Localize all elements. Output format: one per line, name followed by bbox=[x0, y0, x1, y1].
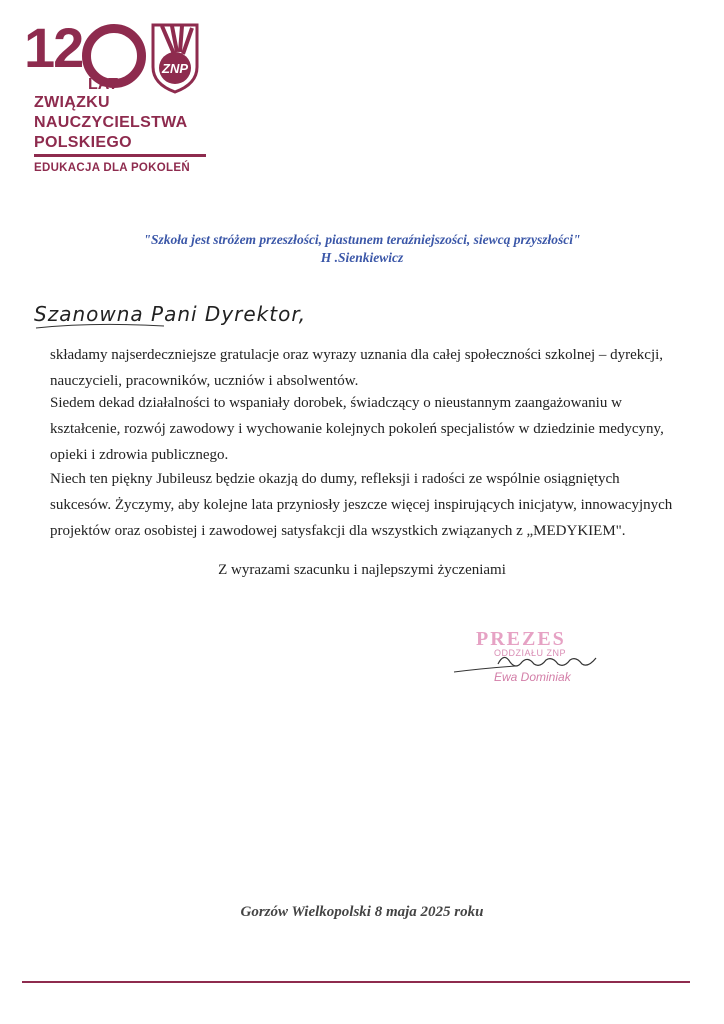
greeting-text: Szanowna Pani Dyrektor, bbox=[34, 302, 307, 326]
logo-line-1: ZWIĄZKU bbox=[34, 94, 110, 111]
stamp bbox=[446, 628, 626, 698]
znp-emblem-icon bbox=[150, 22, 200, 94]
paragraph-line: składamy najserdeczniejsze gratulacje oraz wyrazy uznania dla całej społeczności szkolnej – dyrekcji, bbox=[50, 347, 664, 363]
paragraph-line: opieki i zdrowia publicznego. bbox=[50, 447, 229, 463]
logo-line-2: NAUCZYCIELSTWA bbox=[34, 114, 188, 131]
closing-line: Z wyrazami szacunku i najlepszymi życzeniami bbox=[218, 562, 506, 578]
logo-divider bbox=[34, 154, 206, 157]
quote-author: H .Sienkiewicz bbox=[320, 250, 404, 265]
stamp-title: PREZES bbox=[476, 628, 566, 650]
paragraph-line: projektów oraz osobistej i zawodowej satysfakcji dla wszystkich związanych z „MEDYKIEM". bbox=[50, 523, 626, 539]
handwritten-signature-icon bbox=[446, 628, 626, 698]
paragraph-1 bbox=[50, 342, 680, 394]
logo-years: LAT bbox=[88, 76, 118, 93]
footer-divider bbox=[22, 981, 690, 983]
paragraph-line: sukcesów. Życzymy, aby kolejne lata przyniosły jeszcze więcej inspirujących inicjatyw, innowacyjnych bbox=[50, 497, 673, 513]
paragraph-line: Siedem dekad działalności to wspaniały dorobek, świadczący o nieustannym zaangażowaniu w bbox=[50, 395, 622, 411]
paragraph-line: kształcenie, rozwój zawodowy i wychowanie kolejnych pokoleń specjalistów w dziedzinie medycyny, bbox=[50, 421, 664, 437]
paragraph-2 bbox=[50, 390, 680, 468]
paragraph-line: nauczycieli, pracowników, uczniów i absolwentów. bbox=[50, 373, 359, 389]
logo-line-3: POLSKIEGO bbox=[34, 134, 132, 151]
logo-tagline: EDUKACJA DLA POKOLEŃ bbox=[34, 162, 190, 174]
paragraph-3 bbox=[50, 466, 680, 544]
stamp-subtitle: ODDZIAŁU ZNP bbox=[494, 648, 567, 658]
stamp-name: Ewa Dominiak bbox=[494, 670, 571, 684]
paragraph-line: Niech ten piękny Jubileusz będzie okazją do dumy, refleksji i radości ze wspólnie osiągniętych bbox=[50, 471, 620, 487]
emblem-text: ZNP bbox=[162, 61, 188, 76]
quote-text: "Szkoła jest stróżem przeszłości, piastunem teraźniejszości, siewcą przyszłości" bbox=[143, 232, 581, 247]
logo-number: 12 bbox=[24, 16, 83, 79]
greeting bbox=[34, 300, 354, 340]
place-date: Gorzów Wielkopolski 8 maja 2025 roku bbox=[240, 904, 484, 920]
